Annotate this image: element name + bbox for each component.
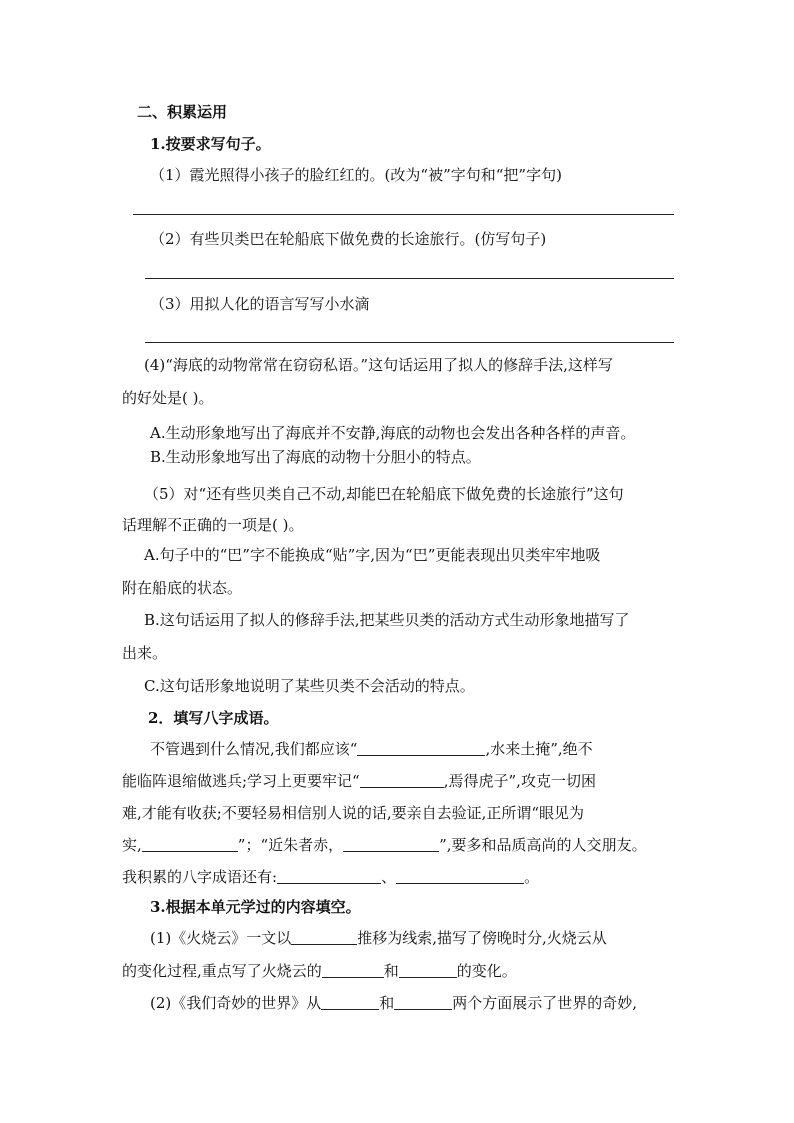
q1-item-4-option-a: A.生动形象地写出了海底并不安静,海底的动物也会发出各种各样的声音。 (150, 424, 636, 442)
answer-blank[interactable] (399, 961, 457, 978)
answer-blank[interactable] (142, 835, 238, 852)
q1-item-4-option-b: B.生动形象地写出了海底的动物十分胆小的特点。 (150, 448, 481, 466)
q3-line-1: (1)《火烧云》一文以 推移为线索,描写了傍晚时分,火烧云从 (150, 929, 607, 947)
q1-item-4-line-1: (4)“海底的动物常常在窃窃私语。”这句话运用了拟人的修辞手法,这样写 (144, 356, 613, 374)
q1-item-5-option-b-line-1: B.这句话运用了拟人的修辞手法,把某些贝类的活动方式生动形象地描写了 (144, 611, 630, 629)
answer-blank[interactable] (394, 993, 452, 1010)
answer-blank[interactable] (322, 961, 384, 978)
answer-blank[interactable] (277, 867, 381, 884)
section-heading: 二、积累运用 (137, 103, 228, 121)
q1-item-4-line-2: 的好处是( )。 (122, 389, 214, 407)
q1-item-1: （1）霞光照得小孩子的脸红红的。(改为“被”字句和“把”字句) (150, 166, 562, 184)
q2-heading: 2．填写八字成语。 (148, 709, 279, 727)
answer-line (133, 214, 674, 215)
q1-item-3: （3）用拟人化的语言写写小水滴 (150, 295, 370, 313)
q1-item-5-option-a-line-1: A.句子中的“巴”字不能换成“贴”字,因为“巴”更能表现出贝类牢牢地吸 (144, 546, 601, 564)
answer-blank[interactable] (321, 993, 379, 1010)
q3-heading: 3.根据本单元学过的内容填空。 (150, 898, 361, 916)
q1-item-5-line-2: 话理解不正确的一项是( )。 (122, 516, 304, 534)
q1-item-5-line-1: （5）对“还有些贝类自己不动,却能巴在轮船底下做免费的长途旅行”这句 (144, 485, 624, 503)
answer-blank[interactable] (396, 867, 524, 884)
answer-line (145, 278, 674, 279)
q2-line-4: 实, ”；“近朱者赤， ”,要多和品质高尚的人交朋友。 (122, 836, 647, 854)
q1-item-5-option-b-line-2: 出来。 (122, 644, 168, 662)
q1-item-5-option-a-line-2: 附在船底的状态。 (122, 579, 243, 597)
q1-item-2: （2）有些贝类巴在轮船底下做免费的长途旅行。(仿写句子) (150, 230, 547, 248)
answer-blank[interactable] (343, 835, 439, 852)
q1-heading: 1.按要求写句子。 (150, 135, 271, 153)
q3-line-2: 的变化过程,重点写了火烧云的 和 的变化。 (122, 962, 517, 980)
q2-line-3: 难,才能有收获;不要轻易相信别人说的话,要亲自去验证,正所谓“眼见为 (122, 804, 585, 822)
q2-line-1: 不管遇到什么情况,我们都应该“ ,水来土掩”,绝不 (150, 740, 593, 758)
q1-item-5-option-c: C.这句话形象地说明了某些贝类不会活动的特点。 (144, 677, 475, 695)
q3-line-3: (2)《我们奇妙的世界》从 和 两个方面展示了世界的奇妙, (150, 994, 638, 1012)
q2-line-2: 能临阵退缩做逃兵;学习上更要牢记“ ,焉得虎子”,攻克一切困 (122, 772, 596, 790)
answer-blank[interactable] (360, 771, 444, 788)
answer-blank[interactable] (291, 928, 357, 945)
answer-line (145, 342, 674, 343)
q2-line-5: 我积累的八字成语还有: 、 。 (122, 868, 540, 886)
answer-blank[interactable] (357, 739, 485, 756)
